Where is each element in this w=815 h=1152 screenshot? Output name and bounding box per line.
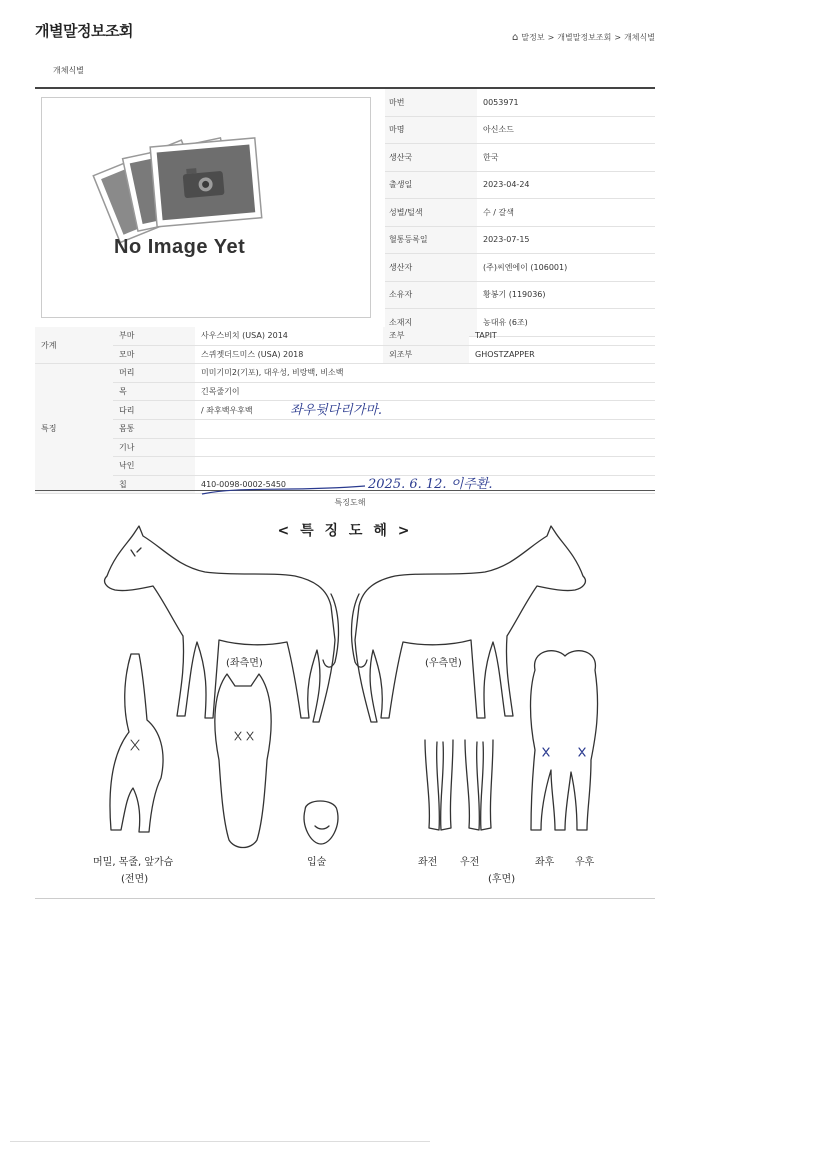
label-right-hind: 우후 bbox=[575, 857, 595, 868]
horse-photo bbox=[41, 97, 371, 318]
info-row bbox=[385, 254, 655, 282]
info-label: 소재지 bbox=[385, 309, 477, 337]
horse-front-view-outline bbox=[110, 654, 163, 832]
info-row bbox=[385, 144, 655, 172]
no-image-icon bbox=[92, 133, 302, 243]
features-group-label: 특징 bbox=[35, 364, 113, 494]
info-label: 출생일 bbox=[385, 171, 477, 199]
pedigree-label: 부마 bbox=[113, 327, 195, 345]
breadcrumb-item[interactable]: 개별말정보조회 bbox=[557, 33, 612, 42]
breadcrumb-separator: > bbox=[547, 33, 555, 42]
footer-divider bbox=[10, 1141, 430, 1142]
pedigree-label: 외조부 bbox=[383, 345, 469, 364]
label-front-parts: 머밀, 목줄, 앞가슴 bbox=[93, 857, 174, 868]
feature-value: 긴목줄기이 bbox=[195, 382, 655, 401]
label-left-side: (좌측면) bbox=[226, 658, 263, 669]
feature-row bbox=[35, 364, 655, 383]
pedigree-value: GHOSTZAPPER bbox=[469, 345, 655, 364]
horse-left-side-outline bbox=[105, 526, 339, 722]
label-right-fore: 우전 bbox=[460, 857, 480, 868]
info-value: 황봉기 (119036) bbox=[477, 281, 655, 309]
horse-head-front-outline bbox=[215, 674, 271, 848]
pedigree-label: 조부 bbox=[383, 327, 469, 345]
info-label: 마명 bbox=[385, 116, 477, 144]
feature-label: 기나 bbox=[113, 438, 195, 457]
pedigree-value: TAPIT bbox=[469, 327, 655, 345]
feature-row bbox=[35, 438, 655, 457]
feature-label: 다리 bbox=[113, 401, 195, 420]
no-image-text: No Image Yet bbox=[114, 236, 246, 258]
page-title: 개별말정보조회 bbox=[35, 22, 133, 40]
feature-value: 미미기미2(기포), 대우성, 비랑백, 비소백 bbox=[195, 364, 655, 383]
feature-value: 410-0098-0002-5450 bbox=[195, 475, 655, 494]
label-right-side: (우측면) bbox=[425, 658, 462, 669]
info-row bbox=[385, 89, 655, 116]
info-value: 2023-04-24 bbox=[477, 171, 655, 199]
feature-row bbox=[35, 457, 655, 476]
feature-value bbox=[195, 419, 655, 438]
feature-value: / 좌후백우후백 bbox=[195, 401, 655, 420]
horse-right-side-outline bbox=[352, 526, 586, 722]
pedigree-row bbox=[35, 345, 655, 364]
info-value: 아신소드 bbox=[477, 116, 655, 144]
label-rear: (후면) bbox=[488, 874, 516, 885]
info-value: 2023-07-15 bbox=[477, 226, 655, 254]
diagram-title: < 특 징 도 해 > bbox=[277, 523, 413, 539]
pedigree-value: 사우스비치 (USA) 2014 bbox=[195, 327, 383, 345]
label-left-hind: 좌후 bbox=[535, 857, 555, 868]
info-value: 0053971 bbox=[477, 89, 655, 116]
info-label: 성별/털색 bbox=[385, 199, 477, 227]
feature-label: 낙인 bbox=[113, 457, 195, 476]
label-front: (전면) bbox=[121, 874, 149, 885]
info-value: (주)씨엔에이 (106001) bbox=[477, 254, 655, 282]
feature-label: 목 bbox=[113, 382, 195, 401]
info-row bbox=[385, 171, 655, 199]
feature-row bbox=[35, 419, 655, 438]
feature-label: 칩 bbox=[113, 475, 195, 494]
horse-info-table bbox=[385, 89, 655, 337]
horse-rear-view-outline bbox=[531, 651, 598, 830]
info-label: 혈통등록일 bbox=[385, 226, 477, 254]
pedigree-group-label: 가계 bbox=[35, 327, 113, 364]
breadcrumb bbox=[512, 32, 655, 43]
info-row bbox=[385, 226, 655, 254]
horse-front-legs-outline bbox=[425, 740, 493, 830]
feature-value bbox=[195, 438, 655, 457]
breadcrumb-separator: > bbox=[614, 33, 622, 42]
horse-diagram-drawing bbox=[35, 510, 655, 898]
info-row bbox=[385, 116, 655, 144]
label-left-fore: 좌전 bbox=[418, 857, 438, 868]
label-muzzle: 입술 bbox=[307, 857, 327, 868]
info-label: 생산자 bbox=[385, 254, 477, 282]
pedigree-value: 스퀴젯더드미스 (USA) 2018 bbox=[195, 345, 383, 364]
breadcrumb-item-current: 개체식별 bbox=[624, 33, 655, 42]
info-value: 한국 bbox=[477, 144, 655, 172]
pedigree-row bbox=[35, 327, 655, 345]
tab-identification[interactable]: 개체식별 bbox=[53, 66, 84, 75]
diagram-caption: 특징도해 bbox=[334, 498, 366, 507]
handwritten-leg-note: 좌우뒷다리가마. bbox=[290, 403, 383, 418]
info-row bbox=[385, 281, 655, 309]
info-label: 생산국 bbox=[385, 144, 477, 172]
info-row bbox=[385, 199, 655, 227]
info-label: 소유자 bbox=[385, 281, 477, 309]
info-value: 농대유 (6조) bbox=[477, 309, 655, 337]
info-label: 마번 bbox=[385, 89, 477, 116]
horse-muzzle-outline bbox=[304, 801, 338, 844]
info-value: 수 / 갈색 bbox=[477, 199, 655, 227]
feature-label: 머리 bbox=[113, 364, 195, 383]
breadcrumb-item[interactable]: 말정보 bbox=[521, 33, 545, 42]
feature-label: 몸통 bbox=[113, 419, 195, 438]
pedigree-label: 모마 bbox=[113, 345, 195, 364]
handwritten-signature: 2025. 6. 12. 이주환. bbox=[368, 477, 493, 492]
tab-bar bbox=[35, 50, 655, 89]
home-icon[interactable]: ⌂ bbox=[512, 32, 519, 43]
